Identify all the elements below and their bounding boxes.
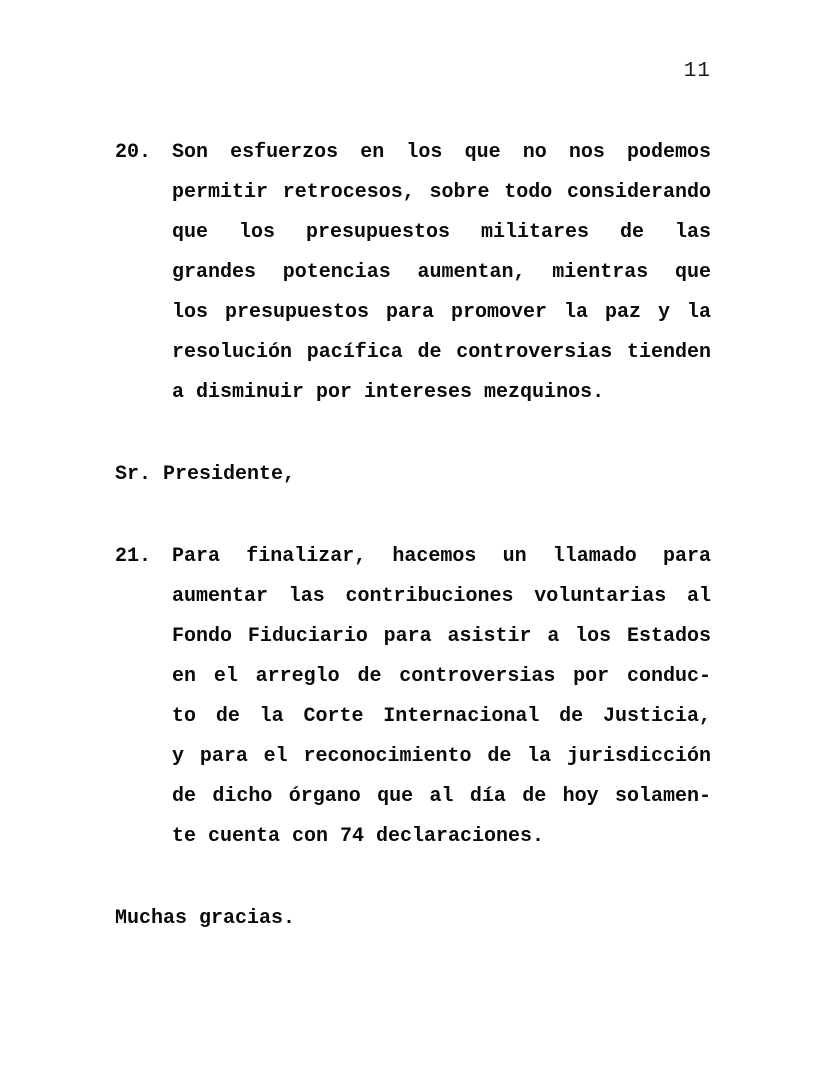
document-body xyxy=(115,133,711,981)
text-line: Fondo Fiduciario para asistir a los Estados xyxy=(172,625,711,648)
text-line: Para finalizar, hacemos un llamado para xyxy=(172,545,711,568)
text-line: los presupuestos para promover la paz y la xyxy=(172,301,711,324)
text-line: a disminuir por intereses mezquinos. xyxy=(172,381,605,404)
paragraph-number: 21. xyxy=(115,545,152,568)
text-line: que los presupuestos militares de las xyxy=(172,221,711,244)
page-number: 11 xyxy=(683,60,711,83)
text-line: Muchas gracias. xyxy=(115,907,296,930)
paragraph-lines xyxy=(115,455,711,495)
paragraph-lines xyxy=(115,899,711,939)
paragraph-number: 20. xyxy=(115,141,152,164)
paragraph-lines xyxy=(172,537,711,857)
text-line: Sr. Presidente, xyxy=(115,463,296,486)
text-line: y para el reconocimiento de la jurisdicción xyxy=(172,745,711,768)
numbered-paragraph xyxy=(115,133,711,413)
text-paragraph xyxy=(115,455,711,495)
text-line: en el arreglo de controversias por conduc- xyxy=(172,665,711,688)
text-line: grandes potencias aumentan, mientras que xyxy=(172,261,711,284)
paragraph-lines xyxy=(172,133,711,413)
numbered-paragraph xyxy=(115,537,711,857)
text-line: te cuenta con 74 declaraciones. xyxy=(172,825,545,848)
text-line: Son esfuerzos en los que no nos podemos xyxy=(172,141,711,164)
text-line: aumentar las contribuciones voluntarias al xyxy=(172,585,711,608)
text-paragraph xyxy=(115,899,711,939)
text-line: resolución pacífica de controversias tienden xyxy=(172,341,711,364)
text-line: permitir retrocesos, sobre todo considerando xyxy=(172,181,711,204)
text-line: to de la Corte Internacional de Justicia, xyxy=(172,705,711,728)
text-line: de dicho órgano que al día de hoy solamen- xyxy=(172,785,711,808)
